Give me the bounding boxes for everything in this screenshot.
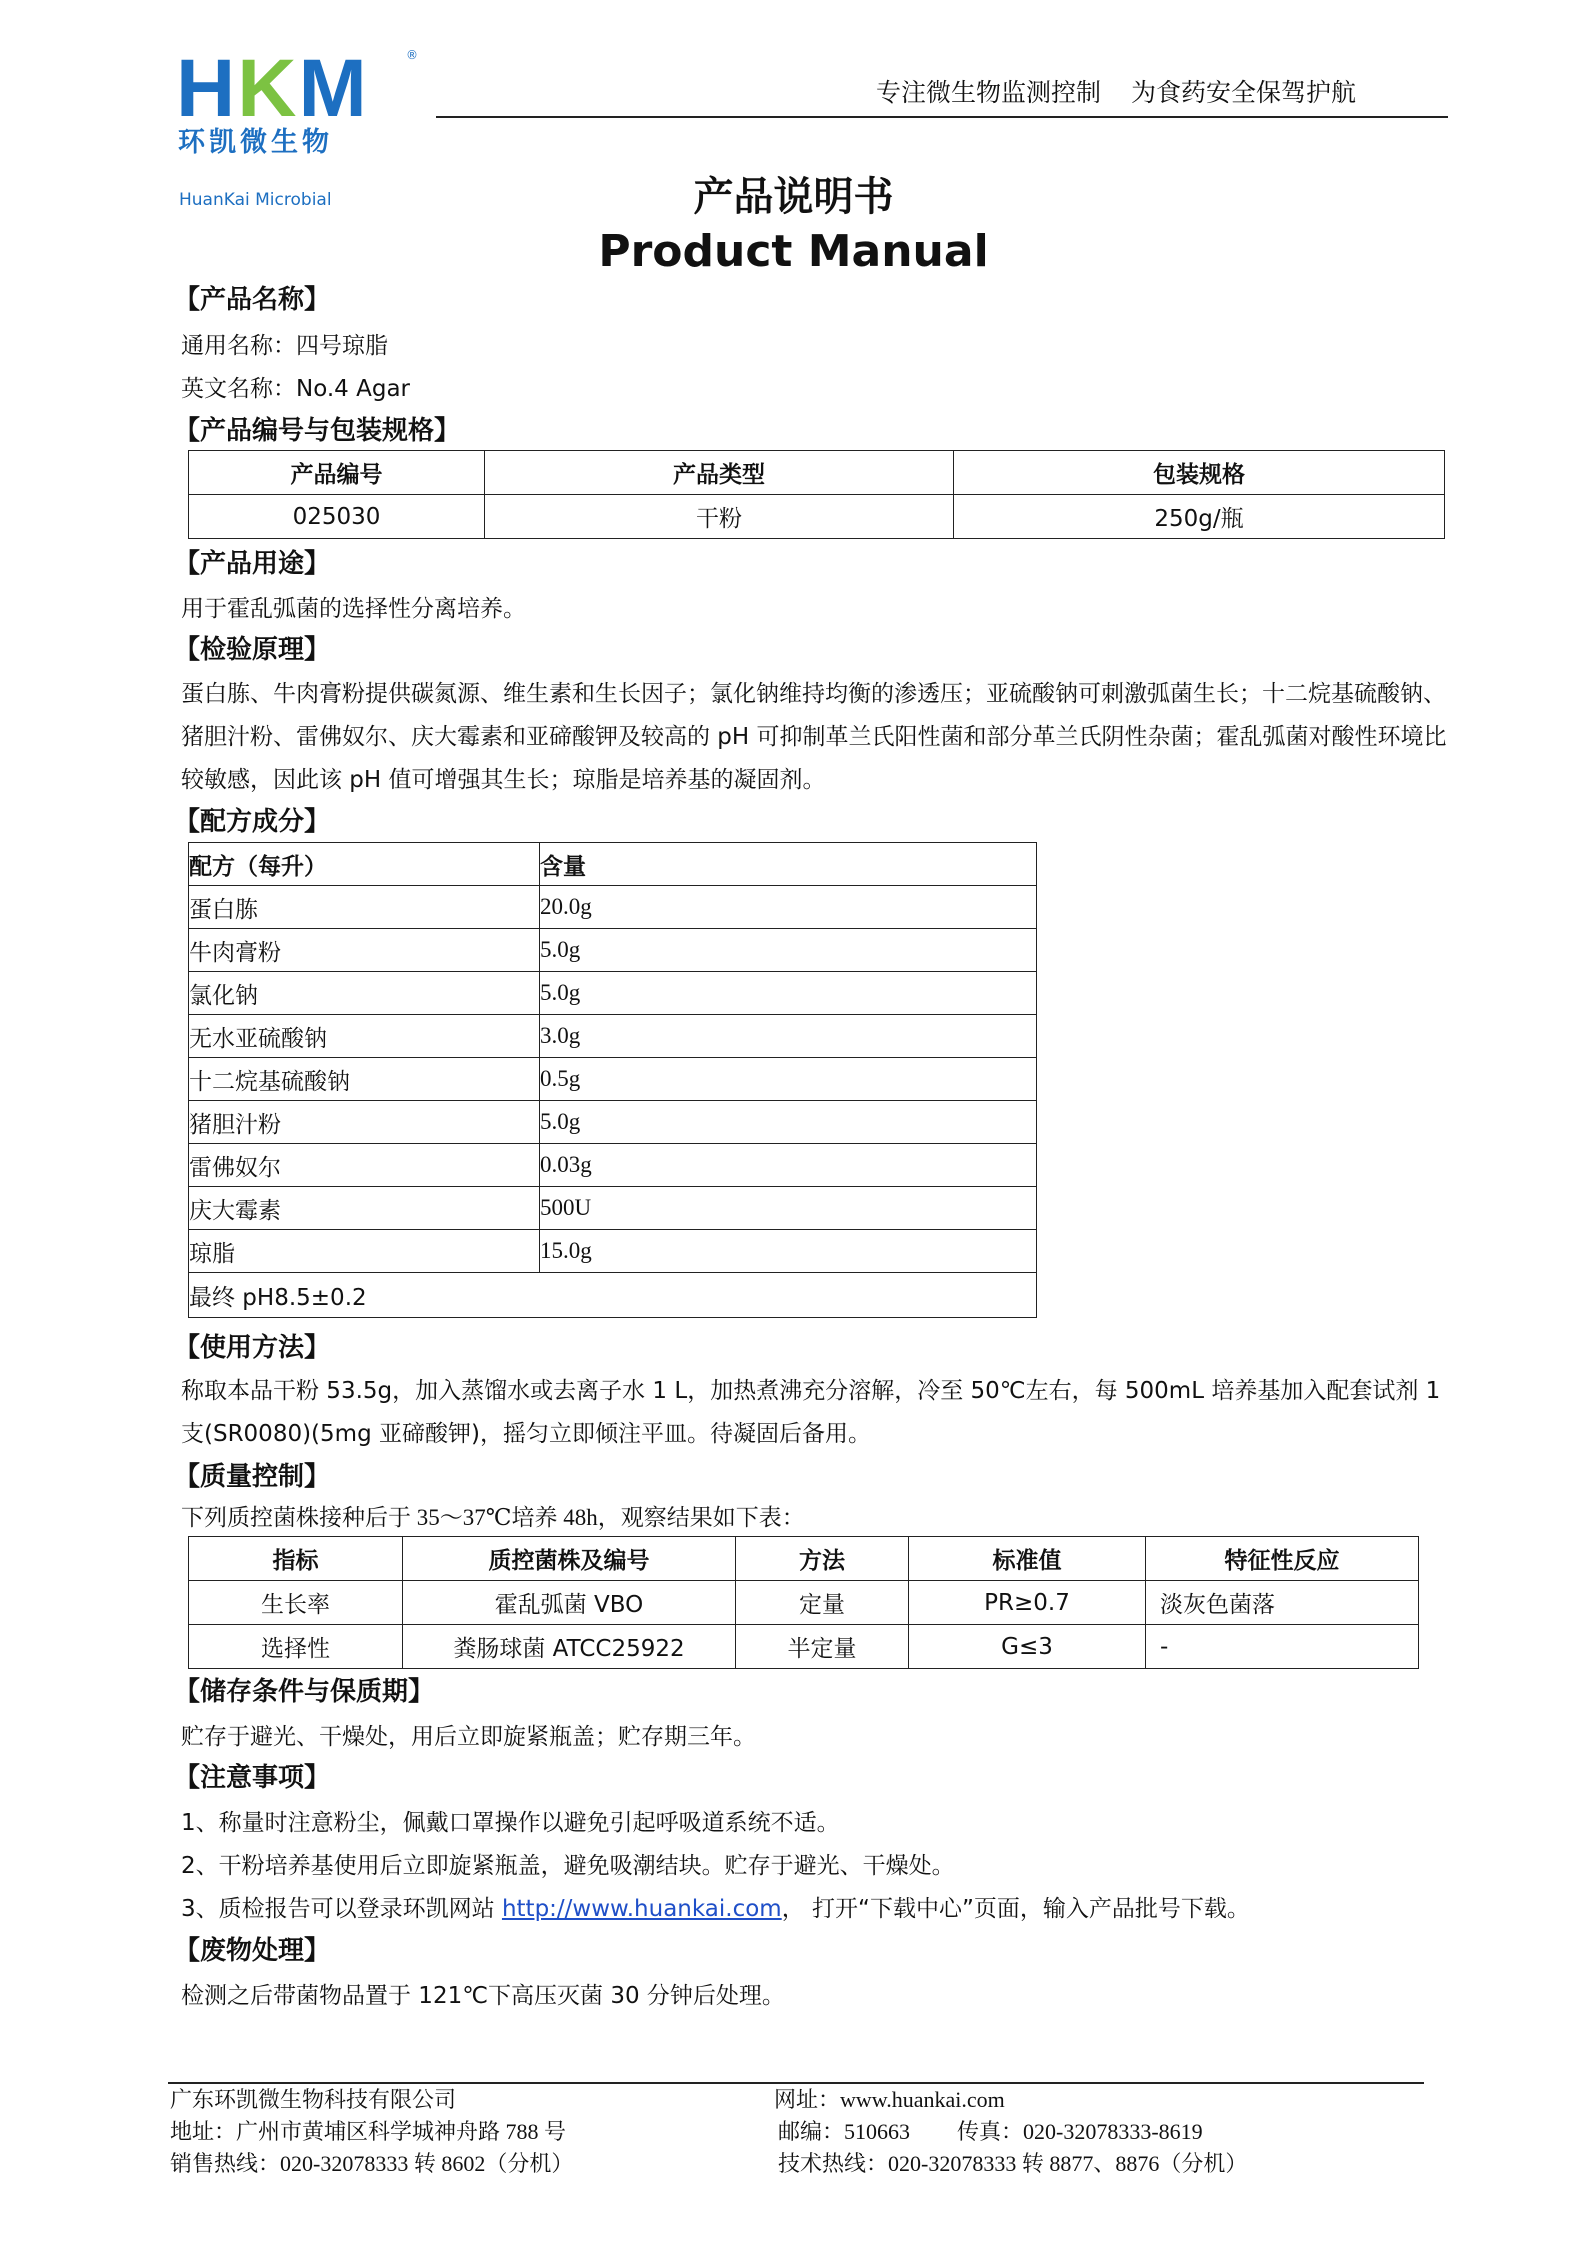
ingredient-name: 十二烷基硫酸钠 — [189, 1058, 540, 1101]
ingredient-name: 氯化钠 — [189, 972, 540, 1015]
generic-name: 通用名称：四号琼脂 — [181, 333, 388, 359]
note-item-3 — [181, 1894, 1250, 1924]
footer-postcode: 邮编：510663 — [778, 2119, 911, 2144]
logo-letter-h: H — [176, 43, 238, 134]
waste-text: 检测之后带菌物品置于 121℃下高压灭菌 30 分钟后处理。 — [181, 1983, 785, 2009]
section-heading-waste: 【废物处理】 — [174, 1936, 331, 1966]
ingredient-amount: 5.0g — [540, 1101, 1037, 1144]
section-heading-formula: 【配方成分】 — [174, 807, 331, 837]
footer-divider — [168, 2082, 1424, 2084]
section-heading-notes: 【注意事项】 — [174, 1763, 331, 1793]
table-row — [189, 886, 1037, 929]
table-header-cell: 配方（每升） — [189, 843, 540, 886]
logo-letter-m: M — [298, 43, 369, 134]
ingredient-name: 雷佛奴尔 — [189, 1144, 540, 1187]
table-row — [189, 1581, 1419, 1625]
table-header-cell: 含量 — [540, 843, 1037, 886]
footer-tech-hotline: 技术热线：020-32078333 转 8877、8876（分机） — [778, 2151, 1248, 2176]
table-header-row — [189, 843, 1037, 886]
note-3-suffix: ， 打开“下载中心”页面，输入产品批号下载。 — [781, 1896, 1250, 1922]
section-heading-method: 【使用方法】 — [174, 1333, 331, 1363]
website-link[interactable]: http://www.huankai.com — [501, 1896, 782, 1922]
ingredient-name: 无水亚硫酸钠 — [189, 1015, 540, 1058]
ingredient-amount: 15.0g — [540, 1230, 1037, 1273]
company-logo — [176, 43, 436, 210]
qc-reaction: - — [1146, 1625, 1419, 1669]
table-header-row — [189, 451, 1445, 495]
logo-chinese-name: 环凯微生物 — [178, 127, 333, 158]
table-row — [189, 495, 1445, 539]
footer-fax: 传真：020-32078333-8619 — [957, 2119, 1203, 2144]
table-row — [189, 1144, 1037, 1187]
ingredient-name: 琼脂 — [189, 1230, 540, 1273]
table-row — [189, 1101, 1037, 1144]
table-header-cell: 产品编号 — [189, 451, 485, 495]
ingredient-amount: 20.0g — [540, 886, 1037, 929]
final-ph: 最终 pH8.5±0.2 — [189, 1273, 1037, 1318]
table-row — [189, 1015, 1037, 1058]
table-row — [189, 1273, 1037, 1318]
table-header-cell: 标准值 — [909, 1537, 1146, 1581]
qc-method: 定量 — [736, 1581, 909, 1625]
section-heading-principle: 【检验原理】 — [174, 635, 331, 665]
table-header-cell: 产品类型 — [485, 451, 954, 495]
note-item-2: 2、干粉培养基使用后立即旋紧瓶盖，避免吸潮结块。贮存于避光、干燥处。 — [181, 1853, 955, 1879]
table-header-row — [189, 1537, 1419, 1581]
section-heading-storage: 【储存条件与保质期】 — [174, 1677, 435, 1707]
ingredient-name: 蛋白胨 — [189, 886, 540, 929]
package-spec-cell: 250g/瓶 — [954, 495, 1445, 539]
qc-strain: 粪肠球菌 ATCC25922 — [403, 1625, 736, 1669]
note-3-prefix: 3、质检报告可以登录环凯网站 — [181, 1896, 502, 1922]
qc-intro: 下列质控菌株接种后于 35～37℃培养 48h，观察结果如下表： — [181, 1505, 805, 1530]
product-code-cell: 025030 — [189, 495, 485, 539]
footer-company: 广东环凯微生物科技有限公司 — [170, 2087, 457, 2112]
table-row — [189, 1187, 1037, 1230]
qc-standard: G≤3 — [909, 1625, 1146, 1669]
table-row — [189, 929, 1037, 972]
method-text: 称取本品干粉 53.5g，加入蒸馏水或去离子水 1 L，加热煮沸充分溶解，冷至 50℃左右，每 500mL 培养基加入配套试剂 1 支(SR0080)(5mg 亚碲酸钾)，摇匀立即倾注平皿。待凝固后备用。 — [181, 1378, 1441, 1447]
section-heading-product-name: 【产品名称】 — [174, 285, 331, 315]
ingredient-name: 牛肉膏粉 — [189, 929, 540, 972]
table-row — [189, 1230, 1037, 1273]
package-table — [188, 450, 1445, 539]
qc-reaction: 淡灰色菌落 — [1146, 1581, 1419, 1625]
qc-standard: PR≥0.7 — [909, 1581, 1146, 1625]
table-row — [189, 1058, 1037, 1101]
section-heading-usage: 【产品用途】 — [174, 549, 331, 579]
table-header-cell: 特征性反应 — [1146, 1537, 1419, 1581]
ingredient-amount: 3.0g — [540, 1015, 1037, 1058]
note-item-1: 1、称量时注意粉尘，佩戴口罩操作以避免引起呼吸道系统不适。 — [181, 1810, 840, 1836]
ingredient-amount: 0.5g — [540, 1058, 1037, 1101]
ingredient-amount: 0.03g — [540, 1144, 1037, 1187]
table-row — [189, 1625, 1419, 1669]
ingredient-amount: 5.0g — [540, 972, 1037, 1015]
table-header-cell: 包装规格 — [954, 451, 1445, 495]
quality-control-table — [188, 1536, 1419, 1669]
header-slogan — [876, 78, 1356, 108]
table-row — [189, 972, 1037, 1015]
table-header-cell: 质控菌株及编号 — [403, 1537, 736, 1581]
header-divider — [436, 116, 1448, 118]
logo-letter-k: K — [237, 43, 299, 134]
footer-sales-hotline: 销售热线：020-32078333 转 8602（分机） — [170, 2151, 574, 2176]
ingredient-amount: 500U — [540, 1187, 1037, 1230]
english-name: 英文名称：No.4 Agar — [181, 376, 411, 402]
section-heading-package: 【产品编号与包装规格】 — [174, 416, 461, 446]
table-header-cell: 方法 — [736, 1537, 909, 1581]
logo-letters — [176, 43, 369, 134]
footer-address: 地址：广州市黄埔区科学城神舟路 788 号 — [170, 2119, 567, 2144]
principle-text: 蛋白胨、牛肉膏粉提供碳氮源、维生素和生长因子；氯化钠维持均衡的渗透压；亚硫酸钠可刺激弧菌生长；十二烷基硫酸钠、猪胆汁粉、雷佛奴尔、庆大霉素和亚碲酸钾及较高的 pH 可抑制革兰氏阳性菌和部分革兰氏阴性杂菌；霍乱弧菌对酸性环境比较敏感，因此该 pH 值可增强其生长；琼脂是培养基的凝固剂。 — [181, 681, 1447, 793]
usage-text: 用于霍乱弧菌的选择性分离培养。 — [181, 596, 526, 622]
storage-text: 贮存于避光、干燥处，用后立即旋紧瓶盖；贮存期三年。 — [181, 1724, 756, 1750]
logo-english-name: HuanKai Microbial — [179, 190, 332, 210]
page-title-chinese: 产品说明书 — [693, 174, 894, 220]
slogan-part-1: 专注微生物监测控制 — [876, 78, 1102, 107]
slogan-part-2: 为食药安全保驾护航 — [1131, 78, 1357, 107]
ingredient-amount: 5.0g — [540, 929, 1037, 972]
ingredient-name: 猪胆汁粉 — [189, 1101, 540, 1144]
qc-strain: 霍乱弧菌 VBO — [403, 1581, 736, 1625]
qc-indicator: 生长率 — [189, 1581, 403, 1625]
qc-indicator: 选择性 — [189, 1625, 403, 1669]
table-header-cell: 指标 — [189, 1537, 403, 1581]
page-title-english: Product Manual — [598, 226, 989, 277]
product-type-cell: 干粉 — [485, 495, 954, 539]
ingredient-name: 庆大霉素 — [189, 1187, 540, 1230]
footer-website: 网址：www.huankai.com — [774, 2087, 1005, 2112]
formula-table — [188, 842, 1037, 1318]
qc-method: 半定量 — [736, 1625, 909, 1669]
section-heading-quality-control: 【质量控制】 — [174, 1462, 331, 1492]
registered-mark: ® — [406, 48, 418, 62]
